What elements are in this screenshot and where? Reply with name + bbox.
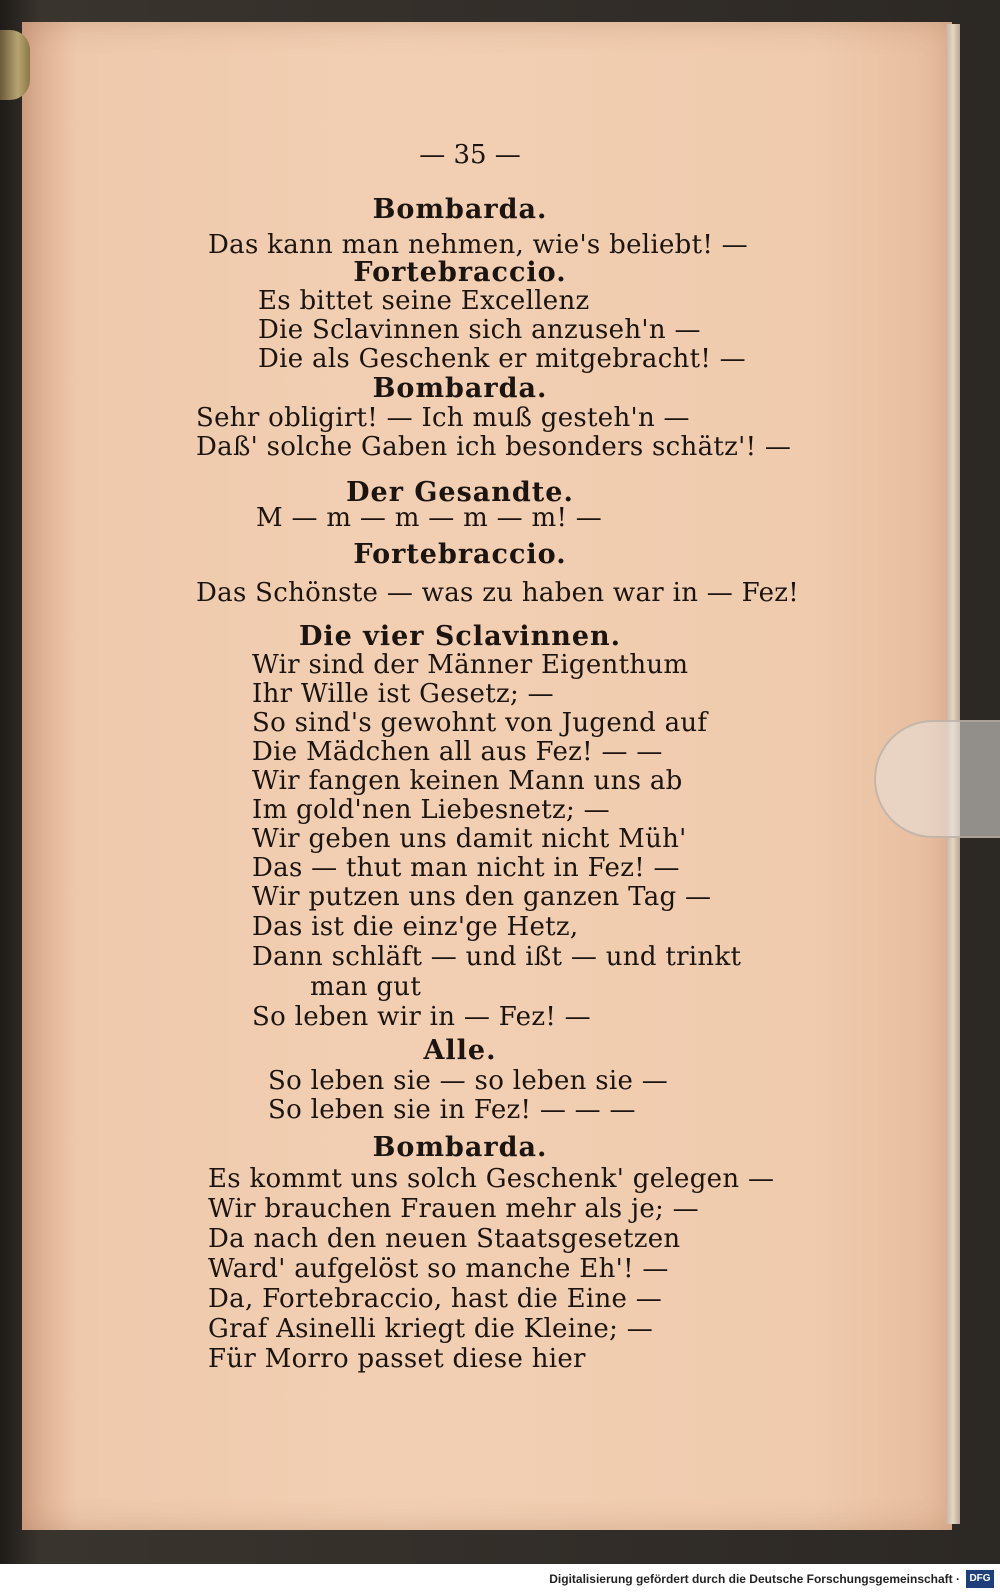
verse-line: Da, Fortebraccio, hast die Eine — <box>208 1284 663 1314</box>
speaker-name: Die vier Sclavinnen. <box>298 621 622 652</box>
page-number: — 35 — <box>419 140 521 170</box>
verse-line: Das kann man nehmen, wie's beliebt! — <box>208 230 748 260</box>
footer-bar <box>0 1564 1000 1596</box>
verse-line: Im gold'nen Liebesnetz; — <box>252 795 610 825</box>
verse-line: Wir putzen uns den ganzen Tag — <box>252 882 712 912</box>
verse-line: Wir brauchen Frauen mehr als je; — <box>208 1194 699 1224</box>
verse-line: man gut <box>310 972 422 1002</box>
speaker-name: Alle. <box>423 1035 497 1066</box>
verse-line: Sehr obligirt! — Ich muß gesteh'n — <box>196 403 690 433</box>
speaker-name: Bombarda. <box>372 1132 548 1163</box>
speaker-name: Bombarda. <box>372 194 548 225</box>
verse-line: So leben sie — so leben sie — <box>268 1066 669 1096</box>
verse-line: So leben wir in — Fez! — <box>252 1002 591 1032</box>
verse-line: Da nach den neuen Staatsgesetzen <box>208 1224 681 1254</box>
verse-line: Die Mädchen all aus Fez! — — <box>252 737 663 767</box>
verse-line: Es bittet seine Excellenz <box>258 286 590 316</box>
verse-line: Die Sclavinnen sich anzuseh'n — <box>258 315 701 345</box>
speaker-name: Fortebraccio. <box>353 539 567 570</box>
verse-line: Wir geben uns damit nicht Müh' <box>252 824 687 854</box>
verse-line: Das ist die einz'ge Hetz, <box>252 912 579 942</box>
verse-line: M — m — m — m — m! — <box>256 503 603 533</box>
verse-line: Dann schläft — und ißt — und trinkt <box>252 942 742 972</box>
verse-line: So leben sie in Fez! — — — <box>268 1095 636 1125</box>
verse-line: Das — thut man nicht in Fez! — <box>252 853 680 883</box>
verse-line: Daß' solche Gaben ich besonders schätz'! — <box>196 432 792 462</box>
dfg-logo: DFG <box>966 1570 994 1588</box>
footer-credit: Digitalisierung gefördert durch die Deutsche Forschungsgemeinschaft · <box>549 1572 960 1586</box>
verse-line: Für Morro passet diese hier <box>208 1344 586 1374</box>
verse-line: Es kommt uns solch Geschenk' gelegen — <box>208 1164 775 1194</box>
transparent-page-clip <box>874 720 1000 838</box>
verse-line: Das Schönste — was zu haben war in — Fez! <box>196 578 800 608</box>
verse-line: Wir sind der Männer Eigenthum <box>252 650 689 680</box>
speaker-name: Bombarda. <box>372 373 548 404</box>
speaker-name: Fortebraccio. <box>353 257 567 288</box>
verse-line: Die als Geschenk er mitgebracht! — <box>258 344 746 374</box>
verse-line: Ihr Wille ist Gesetz; — <box>252 679 554 709</box>
verse-line: Ward' aufgelöst so manche Eh'! — <box>208 1254 669 1284</box>
verse-line: So sind's gewohnt von Jugend auf <box>252 708 708 738</box>
verse-line: Wir fangen keinen Mann uns ab <box>252 766 683 796</box>
speaker-name: Der Gesandte. <box>346 477 574 508</box>
verse-line: Graf Asinelli kriegt die Kleine; — <box>208 1314 654 1344</box>
